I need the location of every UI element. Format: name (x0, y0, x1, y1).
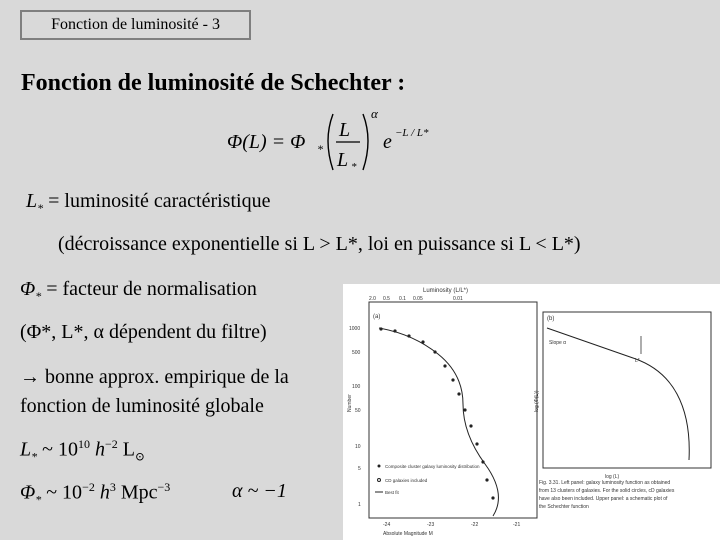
svg-text:have also been included. Upper: have also been included. Upper panel: a schematic plot of (539, 496, 668, 502)
slope-label: Slope α (549, 340, 567, 346)
y-axis-label-right: log (Φ(L)) (534, 390, 540, 412)
y-tick-10: 10 (355, 444, 361, 450)
y-tick-500: 500 (352, 350, 361, 356)
lstar-value: $L_*$ ~ $10^{10}$ $h^{-2}$ $L_⊙$ (20, 437, 146, 464)
phistar-definition: $\Phi_*$ = facteur de normalisation (20, 278, 257, 303)
y-tick-5: 5 (358, 466, 361, 472)
x-tick-23: -23 (427, 522, 435, 528)
svg-text:the Schechter function: the Schechter function (539, 504, 589, 510)
top-tick-1: 2.0 (369, 296, 376, 302)
svg-text:Fig. 3.31. Left panel: galaxy: Fig. 3.31. Left panel: galaxy luminosity function as obtained (539, 480, 671, 486)
top-tick-3: 0.1 (399, 296, 406, 302)
svg-text:CD galaxies included: CD galaxies included (385, 478, 428, 483)
x-tick-24: -24 (383, 522, 391, 528)
approx-line-1: → bonne approx. empirique de la (20, 366, 289, 388)
svg-text:Composite cluster galaxy lumin: Composite cluster galaxy luminosity distribution (385, 464, 480, 469)
top-tick-2: 0.5 (383, 296, 390, 302)
x-axis-label-right: log (L) (605, 474, 620, 480)
eq-denominator-star: * (351, 161, 357, 173)
eq-exp: e (383, 131, 392, 153)
top-axis-label: Luminosity (L/L*) (423, 288, 469, 294)
eq-exp-power: −L / L* (395, 127, 429, 139)
svg-text:from 13 clusters of galaxies.: from 13 clusters of galaxies. For the solid circles, cD galaxies (539, 488, 675, 494)
svg-text:Best fit: Best fit (385, 490, 399, 495)
decay-explanation: (décroissance exponentielle si L > L*, loi en puissance si L < L*) (58, 233, 581, 255)
x-tick-22: -22 (471, 522, 479, 528)
schechter-schematic-curve (547, 328, 689, 460)
figure-caption (539, 480, 675, 510)
eq-right-paren (363, 114, 368, 170)
left-panel-frame (369, 302, 537, 518)
approx-line-2: fonction de luminosité globale (20, 395, 264, 417)
slide-header: Fonction de luminosité - 3 (20, 10, 251, 40)
figure-legend (375, 464, 480, 495)
y-tick-1000: 1000 (349, 326, 361, 332)
slide-title: Fonction de luminosité de Schechter : (21, 70, 406, 96)
best-fit-curve (379, 328, 498, 516)
eq-star: * (317, 142, 323, 156)
eq-phi-l: Φ(L) = Φ (227, 131, 306, 153)
x-axis-label-left: Absolute Magnitude M (383, 531, 433, 537)
luminosity-function-figure (343, 284, 720, 540)
panel-a-label: (a) (373, 314, 381, 320)
lstar-definition: $L_*$ = luminosité caractéristique (26, 190, 271, 215)
y-axis-label-left: Number (347, 394, 353, 412)
phistar-value: $\Phi_*$ ~ $10^{-2}$ $h^3$ Mpc$^{-3}$ (20, 480, 171, 507)
filter-dependence: (Φ*, L*, α dépendent du filtre) (20, 321, 267, 343)
y-tick-1: 1 (358, 502, 361, 508)
schechter-equation (225, 108, 465, 178)
eq-alpha: α (371, 108, 378, 121)
eq-numerator: L (339, 119, 351, 141)
y-tick-50: 50 (355, 408, 361, 414)
eq-left-paren (328, 114, 333, 170)
x-tick-21: -21 (513, 522, 521, 528)
lstar-marker-label: L* (635, 358, 640, 364)
y-tick-100: 100 (352, 384, 361, 390)
top-tick-5: 0.01 (453, 296, 463, 302)
panel-b-label: (b) (547, 316, 555, 322)
eq-denominator: L (337, 149, 349, 171)
alpha-value: α ~ −1 (232, 480, 287, 502)
top-tick-4: 0.05 (413, 296, 423, 302)
